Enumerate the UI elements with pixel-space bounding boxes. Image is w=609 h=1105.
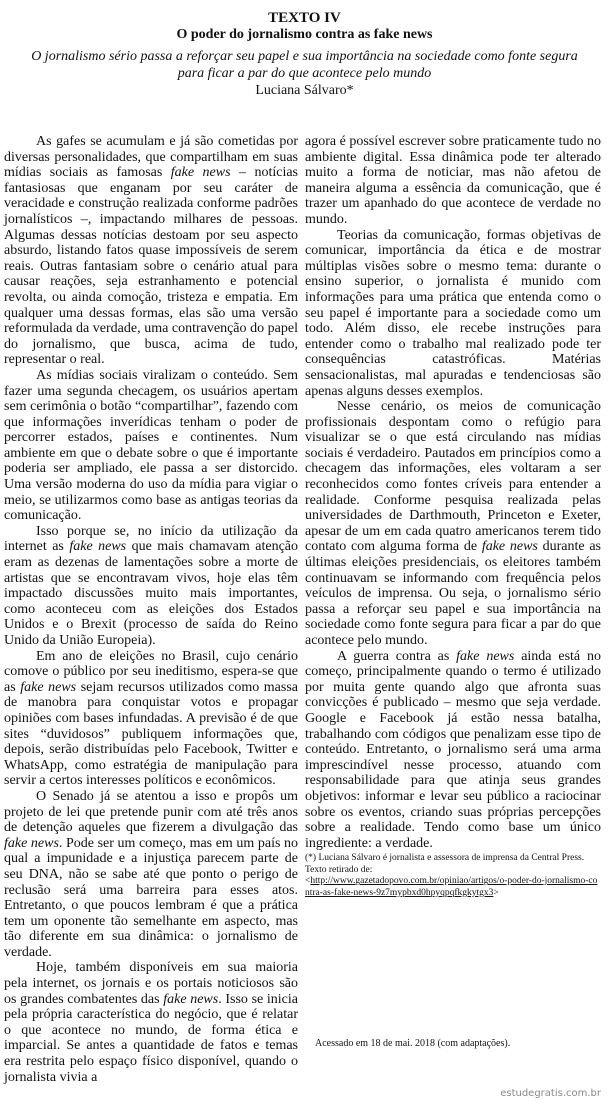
paragraph: As gafes se acumulam e já são cometidas por diversas personalidades, que compartilham em suas mídias sociais as famosas fake news – notícias fantasiosas que enganam por seu caráter de veracidade e construção realizada conforme padrões jornalísticos –, impactando milhares de pessoas. Algumas dessas notícias destoam por seu aspecto absurdo, listando fatos quase impossíveis de serem reais. Outras fantasiam sobre o cenário atual para causar reações, seja estranhamento e potencial revolta, ou ainda comoção, tristeza e empatia. Em qualquer uma dessas formas, elas são uma versão reformulada da verdade, uma contravenção do papel do jornalismo, que busca, acima de tudo, representar o real. bbox=[4, 134, 299, 368]
article-header bbox=[0, 10, 609, 99]
paragraph: Teorias da comunicação, formas objetivas de comunicar, importância da ética e de mostrar múltiplas visões sobre o mesmo tema: durante o ensino superior, o jornalista é munido com informações para uma prática que entenda como o seu papel é importante para a sociedade como um todo. Além disso, ele recebe instruções para entender como o trabalho mal realizado pode ter consequências catastróficas. Matérias sensacionalistas, mal apuradas e tendenciosas são apenas alguns desses exemplos. bbox=[305, 227, 601, 399]
accessed-note: Acessado em 18 de mai. 2018 (com adaptações). bbox=[315, 1038, 511, 1049]
paragraph: O Senado já se atentou a isso e propôs um projeto de lei que pretende punir com até três anos de detenção aqueles que fizerem a divulgação das fake news. Pode ser um começo, mas em um país no qual a impunidade e a injustiça parecem parte de seu DNA, não se sabe até que ponto o perigo de reclusão será uma barreira para esses atos. Entretanto, o que poucos lembram é que a prática tem um oponente tão semelhante em aspecto, mas tão diferente em sua dinâmica: o jornalismo de verdade. bbox=[4, 788, 298, 960]
epigraph: O jornalismo sério passa a reforçar seu papel e sua importância na sociedade como fonte segura para ficar a par do que acontece pelo mundo bbox=[31, 49, 578, 81]
paragraph: Nesse cenário, os meios de comunicação profissionais despontam como o refúgio para visualizar se o que está circulando nas mídias sociais é verdadeiro. Pautados em princípios como a checagem das informações, eles voltaram a ser reconhecidos como fontes críveis para entender a realidade. Conforme pesquisa realizada pelas universidades de Darthmouth, Princeton e Exeter, apesar de um em cada quatro americanos terem tido contato com alguma forma de fake news durante as últimas eleições presidenciais, os eleitores também continuavam se informando com frequência pelos veículos de imprensa. Ou seja, o jornalismo sério passa a reforçar seu papel e sua importância na sociedade como fonte segura para ficar a par do que acontece pelo mundo. bbox=[305, 399, 601, 648]
paragraph: Em ano de eleições no Brasil, cujo cenário comove o público por seu ineditismo, espera-se que as fake news sejam recursos utilizados como massa de manobra para conquistar votos e propagar opiniões com bases infundadas. A previsão é de que sites “duvidosos” publiquem informações que, depois, serão distribuídas pelo Facebook, Twitter e WhatsApp, como estratégia de manipulação para servir a certos interesses políticos e econômicos. bbox=[4, 648, 298, 789]
right-column bbox=[305, 134, 601, 899]
article-title: O poder do jornalismo contra as fake news bbox=[176, 27, 433, 42]
footnote: (*) Luciana Sálvaro é jornalista e assessora de imprensa da Central Press. Texto retirado de: <http://www.gazetadopovo.com.br/opiniao/artigos/o-poder-do-jornalismo-contra-as-fake-news-9z7mypbxd0hpyqpqfkgkytgx3> bbox=[305, 853, 598, 898]
paragraph: agora é possível escrever sobre praticamente tudo no ambiente digital. Essa dinâmica pode ter alterado muito a forma de noticiar, mas não afetou de maneira alguma a essência da comunicação, que é trazer um apanhado do que acontece de verdade no mundo. bbox=[305, 134, 601, 227]
watermark: estudegratis.com.br bbox=[500, 1088, 601, 1099]
text-label: TEXTO IV bbox=[268, 10, 341, 26]
source-link[interactable]: http://www.gazetadopovo.com.br/opiniao/artigos/o-poder-do-jornalismo-contra-as-fake-news-9z7mypbxd0hpyqpqfkgkytgx3 bbox=[305, 876, 598, 898]
left-column bbox=[4, 134, 298, 1085]
paragraph: A guerra contra as fake news ainda está no começo, principalmente quando o termo é utilizado por muita gente quando algo que afronta suas convicções é publicado – mesmo que seja verdade. Google e Facebook já estão nessa batalha, trabalhando com códigos que penalizam esse tipo de conteúdo. Entretanto, o jornalismo será uma arma imprescindível nesse processo, atuando com responsabilidade para que atinja seus grandes objetivos: informar e levar seu público a raciocinar sobre os eventos, criando suas próprias percepções sobre a realidade. Tendo como base um único ingrediente: a verdade. bbox=[305, 648, 601, 851]
paragraph: Hoje, também disponíveis em sua maioria pela internet, os jornais e os portais noticiosos são os grandes combatentes das fake news. Isso se inicia pela própria característica do negócio, que é relatar o que acontece no mundo, de forma ética e imparcial. Se antes a quantidade de fatos e temas era restrita pelo espaço físico disponível, quando o jornalista vivia a bbox=[4, 960, 298, 1085]
paragraph: As mídias sociais viralizam o conteúdo. Sem fazer uma segunda checagem, os usuários apertam sem cerimônia o botão “compartilhar”, fazendo com que informações inverídicas tenham o poder de percorrer estados, países e continentes. Num ambiente em que o debate sobre o que é importante poderia ser ampliado, ele passa a ser distorcido. Uma versão moderna do uso da mídia para vigiar o meio, se utilizarmos como base as antigas teorias da comunicação. bbox=[4, 367, 298, 524]
paragraph: Isso porque se, no início da utilização da internet as fake news que mais chamavam atenção eram as dezenas de lamentações sobre a morte de artistas que se encontravam vivos, hoje elas têm impactado discussões muito mais importantes, como aconteceu com as eleições dos Estados Unidos e o Brexit (processo de saída do Reino Unido da União Europeia). bbox=[4, 523, 298, 648]
author: Luciana Sálvaro* bbox=[255, 83, 354, 98]
